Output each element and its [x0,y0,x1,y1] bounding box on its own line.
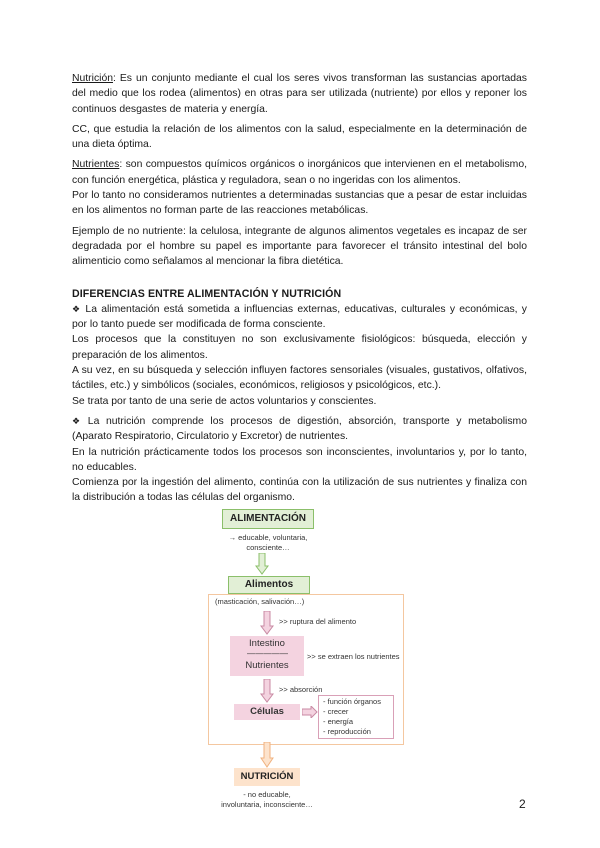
nutricion-paragraph-2: En la nutrición prácticamente todos los procesos son inconscientes, involuntarios y, por lo tanto, no educables. [72,446,527,473]
intestino-divider: — — — — — [247,649,287,658]
arrow-down-icon [260,742,274,768]
nutricion-note-1: - no educable, [243,790,291,799]
function-item: - energía [323,717,354,726]
nutricion-text: : Es un conjunto mediante el cual los seres vivos transforman las sustancias aportadas del medio que los rodea (alimentos) en otras para ser utilizada (nutriente) por ellos y reponer los continuos desgastes de materia y energía. [72,73,527,115]
alimentacion-paragraph-2: Los procesos que la constituyen no son exclusivamente fisiológicos: búsqueda, elección y preparación de los alimentos. [72,334,527,361]
page-number: 2 [519,797,526,811]
document-body [72,71,527,506]
bullet-diamond-icon: ❖ [72,303,82,314]
celulas-functions-list [318,695,394,739]
alimentacion-paragraph-3: A su vez, en su búsqueda y selección influyen factores sensoriales (visuales, gustativos, olfativos, táctiles, etc.) y simbólicos (sociales, económicos, religiosos y psicológicos, etc.). [72,365,527,392]
nutricion-paragraph-3: Comienza por la ingestión del alimento, continúa con la utilización de sus nutrientes y finaliza con la distribución a todas las células del organismo. [72,477,527,504]
nutrientes-term: Nutrientes [72,159,120,171]
nutricion-term: Nutrición [72,73,113,84]
arrow-right-icon [302,706,318,718]
ruptura-note: >> ruptura del alimento [279,617,357,626]
ejemplo-paragraph: Ejemplo de no nutriente: la celulosa, integrante de algunos alimentos vegetales es incapaz de ser degradada por el hombre su papel es importante para favorecer el tránsito intestinal del bolo alimenticio como señalamos al mencionar la fibra dietética. [72,225,527,268]
nutricion-paragraph-1 [72,414,527,445]
no-nutrientes-paragraph: Por lo tanto no consideramos nutrientes a determinadas sustancias que a pesar de estar incluidas en los alimentos no forman parte de las reacciones metabólicas. [72,190,527,217]
absorcion-note: >> absorción [279,685,323,694]
function-item: - reproducción [323,727,371,736]
extraen-note: >> se extraen los nutrientes [307,652,400,661]
bullet-diamond-icon: ❖ [72,415,84,426]
nutricion-definition [72,71,527,117]
intestino-label: Intestino [249,638,285,649]
alimentacion-paragraph-1 [72,302,527,333]
intestino-box [230,636,304,676]
alimentacion-paragraph-4: Se trata por tanto de una serie de actos voluntarios y conscientes. [72,395,377,407]
celulas-box: Células [234,704,300,720]
nutrientes-label: Nutrientes [245,660,289,671]
arrow-down-icon [260,611,274,635]
alimentacion-note: → educable, voluntaria, consciente… [228,533,308,552]
nutrientes-definition [72,157,527,188]
alimentos-box: Alimentos [228,576,310,594]
masticacion-note: (masticación, salivación…) [215,597,305,606]
nutricion-note-2: involuntaria, inconsciente… [221,800,313,809]
alimentacion-text-1: La alimentación está sometida a influencias externas, educativas, culturales y económicas, y por lo tanto puede ser modificada de forma consciente. [72,303,527,331]
arrow-down-icon [255,553,269,575]
function-item: - función órganos [323,697,381,706]
arrow-down-icon [260,679,274,703]
function-item: - crecer [323,707,349,716]
cc-paragraph: CC, que estudia la relación de los alimentos con la salud, especialmente en la determinación de una dieta óptima. [72,123,527,151]
alimentacion-box: ALIMENTACIÓN [222,509,314,529]
nutrientes-text: : son compuestos químicos orgánicos o inorgánicos que intervienen en el metabolismo, con función energética, plástica y reguladora, sean o no ingeridas con los alimentos. [72,159,527,186]
nutricion-box: NUTRICIÓN [234,768,300,786]
nutricion-text-1: La nutrición comprende los procesos de digestión, absorción, transporte y metabolismo (Aparato Respiratorio, Circulatorio y Excretor) de nutrientes. [72,415,527,443]
section-heading: DIFERENCIAS ENTRE ALIMENTACIÓN Y NUTRICIÓN [72,287,342,300]
